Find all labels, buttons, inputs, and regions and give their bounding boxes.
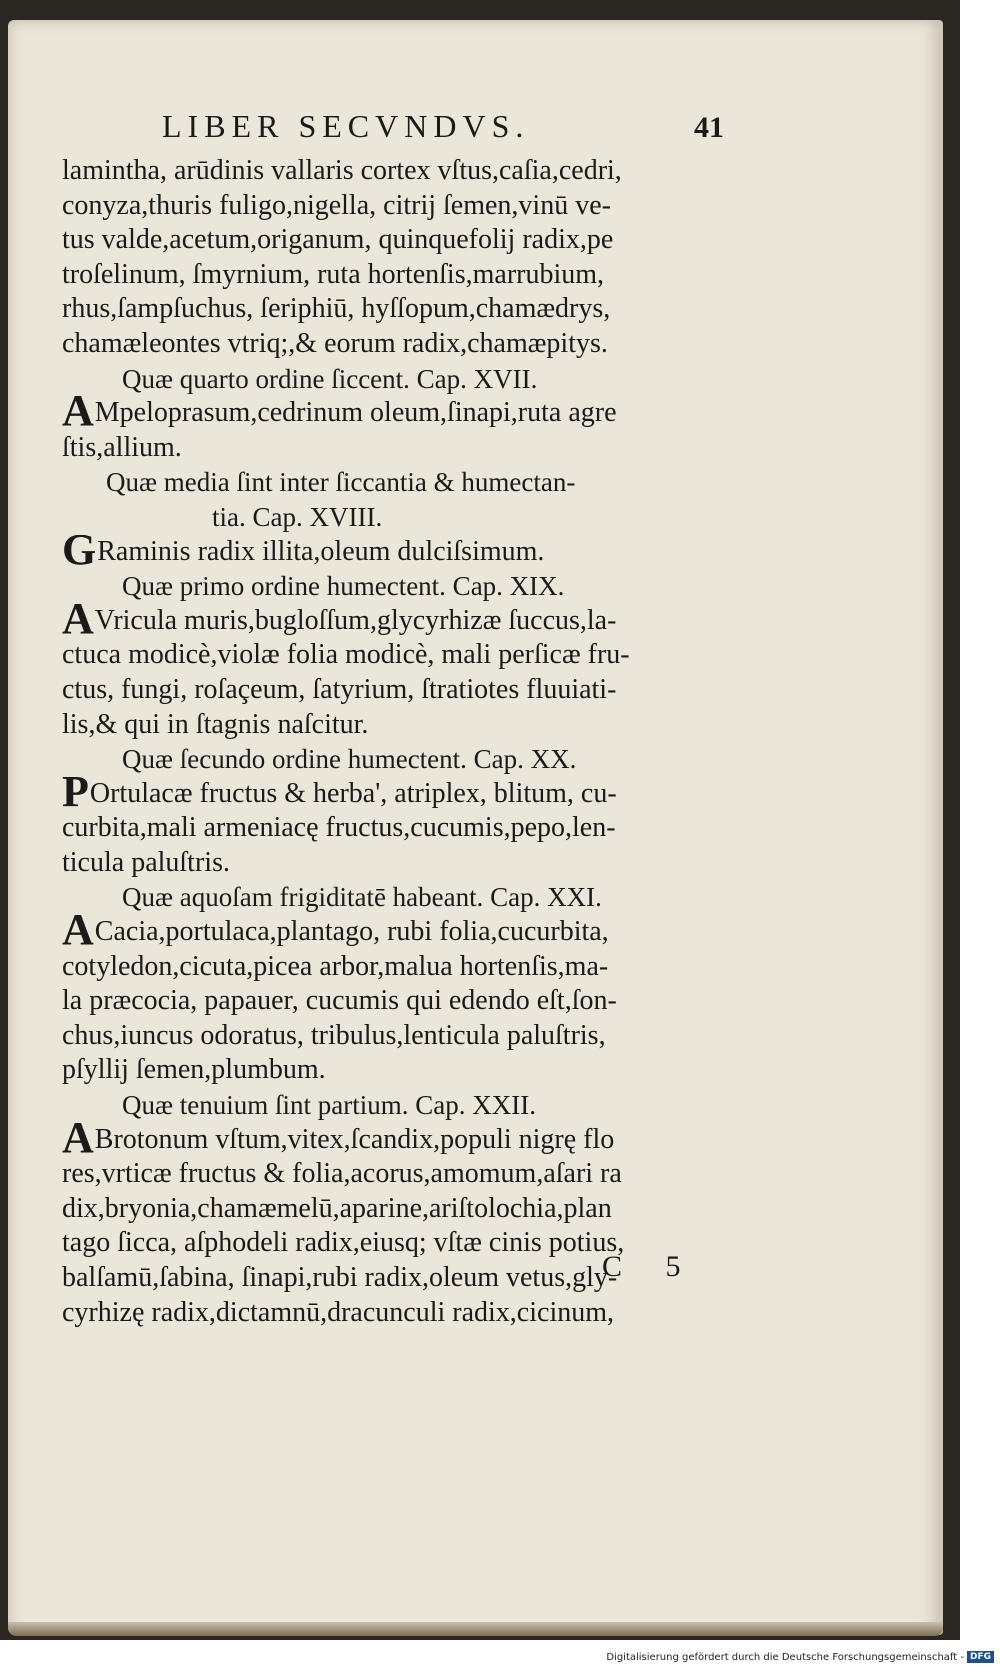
page-edge (8, 1622, 943, 1636)
running-head (62, 108, 742, 154)
initial-letter: A (62, 1122, 94, 1158)
text-span: Vricula muris,bugloſſum,glycyrhizæ ſuccus,la- (94, 604, 617, 636)
text-line: la præcocia, papauer, cucumis qui edendo eſt,ſon- (62, 985, 617, 1017)
chapter-18 (62, 465, 742, 569)
initial-letter: A (62, 396, 94, 431)
text-line: ſtis,allium. (62, 431, 182, 463)
text-line: conyza,thuris fuligo,nigella, citrij ſemen,vinū ve- (62, 189, 611, 221)
text-line: lamintha, arūdinis vallaris cortex vſtus,caſia,cedri, (62, 155, 622, 186)
chapter-heading: Quæ primo ordine humectent. Cap. XIX. (122, 571, 565, 602)
text-line: chus,iuncus odoratus, tribulus,lenticula paluſtris, (62, 1019, 606, 1051)
text-line (62, 777, 742, 812)
chapter-heading-cont: tia. Cap. XVIII. (212, 501, 383, 532)
running-title: LIBER SECVNDVS. (162, 108, 530, 144)
text-line: ctus, fungi, roſaçeum, ſatyrium, ſtratiotes fluuiati- (62, 673, 617, 705)
text-line: res,vrticæ fructus & folia,acorus,amomum,aſari ra (62, 1158, 622, 1190)
text-line (62, 1123, 742, 1158)
text-line: cyrhizę radix,dictamnū,dracunculi radix,cicinum, (62, 1296, 615, 1328)
text-block (62, 108, 742, 1330)
text-line: troſelinum, ſmyrnium, ruta hortenſis,marrubium, (62, 258, 605, 290)
text-span: Mpeloprasum,cedrinum oleum,ſinapi,ruta agre (94, 397, 617, 429)
chapter-heading: Quæ tenuium ſint partium. Cap. XXII. (122, 1090, 536, 1121)
text-span: Raminis radix illita,oleum dulciſsimum. (97, 535, 545, 567)
chapter-17 (62, 362, 742, 466)
chapter-heading: Quæ media ſint inter ſiccantia & humectan- (106, 467, 576, 498)
text-line (62, 396, 742, 431)
text-line: tago ſicca, aſphodeli radix,eiusq; vſtæ cinis potius, (62, 1227, 625, 1259)
text-line: chamæleontes vtriq;,& eorum radix,chamæpitys. (62, 327, 608, 359)
chapter-20 (62, 742, 742, 880)
text-line: tus valde,acetum,origanum, quinquefolij radix,pe (62, 224, 614, 256)
chapter-22 (62, 1088, 742, 1330)
text-line (62, 535, 742, 570)
text-line: rhus,ſampſuchus, ſeriphiū, hyſſopum,chamædrys, (62, 293, 611, 325)
text-line: ticula paluſtris. (62, 846, 230, 878)
text-span: Brotonum vſtum,vitex,ſcandix,populi nigrę flo (94, 1123, 615, 1155)
initial-letter: A (62, 603, 94, 639)
page-number: 41 (694, 111, 724, 144)
text-line: curbita,mali armeniacę fructus,cucumis,pepo,len- (62, 812, 616, 844)
intro-lines (62, 154, 742, 362)
text-line (62, 604, 742, 639)
text-line: pſyllij ſemen,plumbum. (62, 1054, 326, 1086)
text-line: dix,bryonia,chamæmelū,aparine,ariſtolochia,plan (62, 1192, 612, 1224)
chapter-heading: Quæ aquoſam frigiditatē habeant. Cap. XXI. (122, 882, 602, 913)
initial-letter: P (62, 776, 89, 812)
initial-letter: G (62, 534, 97, 570)
text-line: lis,& qui in ſtagnis naſcitur. (62, 708, 369, 740)
signature-mark: C 5 (602, 1250, 699, 1283)
credit-text: Digitalisierung gefördert durch die Deutsche Forschungsgemeinschaft - (606, 1651, 964, 1663)
chapter-heading: Quæ ſecundo ordine humectent. Cap. XX. (122, 744, 577, 775)
text-line: balſamū,ſabina, ſinapi,rubi radix,oleum vetus,gly- (62, 1262, 618, 1293)
chapter-heading: Quæ quarto ordine ſiccent. Cap. XVII. (122, 363, 538, 394)
text-span: Ortulacæ fructus & herba', atriplex, blitum, cu- (89, 777, 617, 809)
text-line: ctuca modicè,violæ folia modicè, mali perſicæ fru- (62, 639, 630, 671)
text-line: cotyledon,cicuta,picea arbor,malua hortenſis,ma- (62, 950, 609, 982)
chapter-21 (62, 880, 742, 1088)
dfg-logo-icon: DFG (967, 1651, 994, 1663)
text-line (62, 915, 742, 950)
digitization-credit (606, 1651, 994, 1663)
text-span: Cacia,portulaca,plantago, rubi folia,cucurbita, (94, 916, 609, 948)
initial-letter: A (62, 915, 94, 950)
chapter-19 (62, 569, 742, 742)
